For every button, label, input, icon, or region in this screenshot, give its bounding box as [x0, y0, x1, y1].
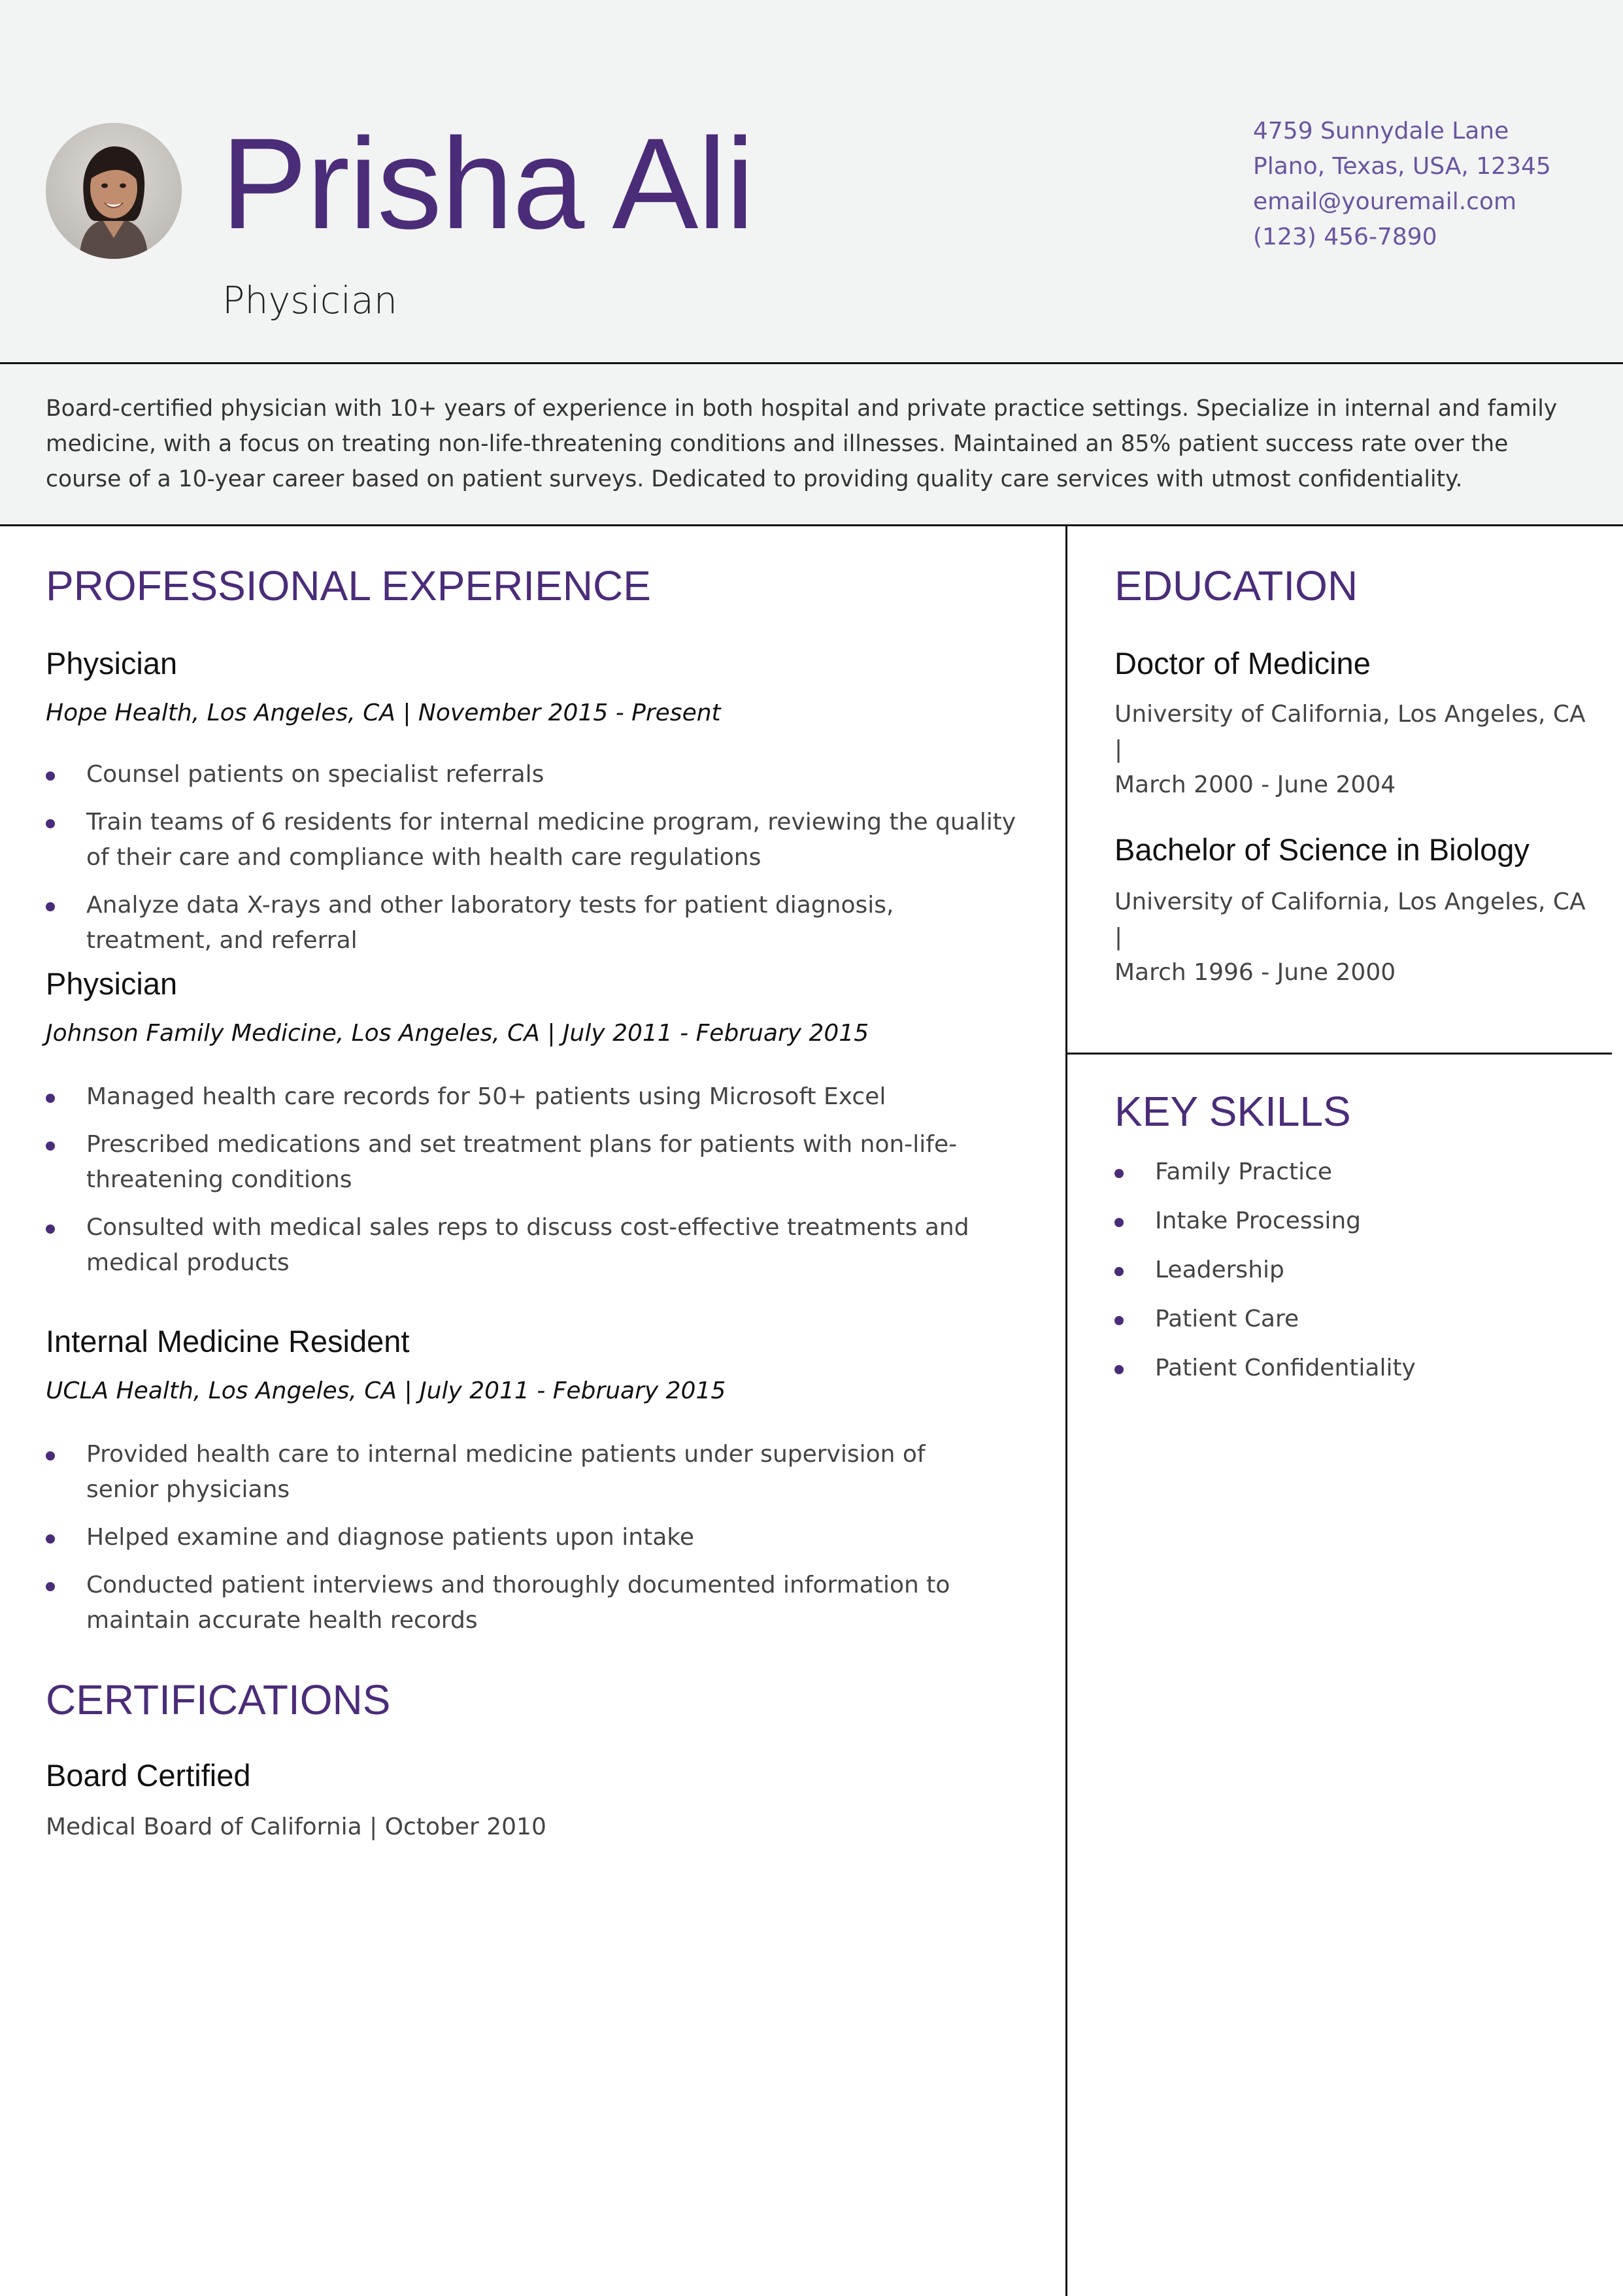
list-item: Leadership [1114, 1253, 1585, 1288]
school-name: University of California, Los Angeles, CA | [1114, 701, 1586, 763]
certifications-heading: CERTIFICATIONS [46, 1676, 391, 1723]
job-title-1: Physician [46, 646, 178, 681]
email-address[interactable]: email@youremail.com [1253, 188, 1517, 215]
candidate-name: Prisha Ali [221, 111, 754, 256]
skills-list [1114, 1155, 1585, 1400]
job-meta-1: Hope Health, Los Angeles, CA | November 2015 - Present [46, 700, 721, 726]
job-title: Physician [222, 279, 397, 322]
address-line-2: Plano, Texas, USA, 12345 [1253, 153, 1551, 180]
certification-detail: Medical Board of California | October 2010 [46, 1814, 546, 1840]
list-item: Managed health care records for 50+ patients using Microsoft Excel [46, 1079, 987, 1115]
list-item: Patient Confidentiality [1114, 1351, 1585, 1386]
avatar [46, 123, 182, 259]
list-item: Family Practice [1114, 1155, 1585, 1190]
job-bullets-2 [46, 1079, 987, 1293]
list-item: Counsel patients on specialist referrals [46, 757, 1026, 792]
job-bullets-1 [46, 757, 1026, 971]
certification-title: Board Certified [46, 1758, 251, 1793]
list-item: Prescribed medications and set treatment plans for patients with non-life-threatening conditions [46, 1127, 987, 1198]
list-item: Provided health care to internal medicine patients under supervision of senior physicians [46, 1437, 1000, 1508]
job-bullets-3 [46, 1437, 1000, 1651]
resume-header [0, 0, 1623, 364]
job-title-3: Internal Medicine Resident [46, 1324, 410, 1359]
contact-block [1253, 114, 1551, 255]
job-meta-3: UCLA Health, Los Angeles, CA | July 2011 - February 2015 [46, 1377, 726, 1404]
job-title-2: Physician [46, 966, 178, 1001]
column-divider [1065, 526, 1067, 2296]
list-item: Train teams of 6 residents for internal medicine program, reviewing the quality of their care and compliance with health care regulations [46, 805, 1026, 875]
education-dates: March 1996 - June 2000 [1114, 959, 1396, 986]
experience-heading: PROFESSIONAL EXPERIENCE [46, 562, 651, 609]
school-name: University of California, Los Angeles, CA | [1114, 888, 1586, 951]
right-column-divider [1067, 1053, 1612, 1055]
degree-title-1: Doctor of Medicine [1114, 646, 1371, 681]
skills-heading: KEY SKILLS [1114, 1088, 1351, 1135]
list-item: Patient Care [1114, 1302, 1585, 1337]
phone-number[interactable]: (123) 456-7890 [1253, 224, 1437, 250]
education-detail-2 [1114, 885, 1598, 990]
education-dates: March 2000 - June 2004 [1114, 771, 1396, 798]
education-heading: EDUCATION [1114, 562, 1358, 609]
summary-text: Board-certified physician with 10+ years of experience in both hospital and private practice settings. Specialize in internal and family medicine, with a focus on treating non-life-threatening conditions and illnesses. Maintained an 85% patient success rate over the course of a 10-year career based on patient surveys. Dedicated to providing quality care services with utmost confidentiality. [46, 396, 1558, 492]
list-item: Helped examine and diagnose patients upon intake [46, 1520, 1000, 1555]
list-item: Analyze data X-rays and other laboratory tests for patient diagnosis, treatment, and referral [46, 888, 1026, 958]
profile-photo-icon [46, 123, 182, 259]
list-item: Consulted with medical sales reps to discuss cost-effective treatments and medical products [46, 1210, 987, 1281]
list-item: Conducted patient interviews and thoroughly documented information to maintain accurate health records [46, 1568, 1000, 1638]
job-meta-2: Johnson Family Medicine, Los Angeles, CA | July 2011 - February 2015 [46, 1020, 869, 1047]
education-detail-1 [1114, 697, 1598, 803]
list-item: Intake Processing [1114, 1204, 1585, 1239]
address-line-1: 4759 Sunnydale Lane [1253, 118, 1509, 144]
degree-title-2: Bachelor of Science in Biology [1114, 832, 1530, 867]
